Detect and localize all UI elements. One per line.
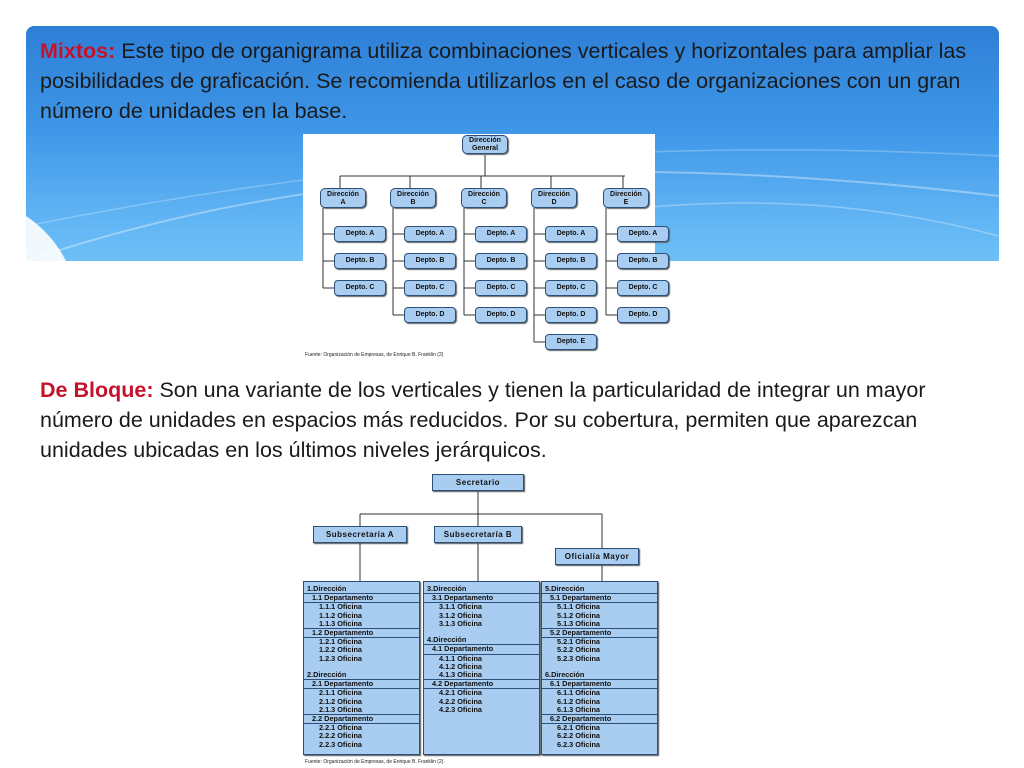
direction-node-line: Dirección [538, 191, 570, 198]
bloque-keyword: De Bloque: [40, 378, 154, 402]
block-line: 5.2 Departamento [542, 629, 657, 638]
block-line: 6.2.1 Oficina [557, 723, 600, 733]
block-line: 5.1.3 Oficina [542, 620, 657, 629]
block-line: 5.1.1 Oficina [557, 602, 600, 612]
dept-box: Depto. C [475, 280, 527, 296]
mixed-chart-connectors [303, 134, 655, 362]
dept-box: Depto. D [545, 307, 597, 323]
block-column-1 [303, 581, 420, 755]
dept-box: Depto. B [475, 253, 527, 269]
block-line: 2.1.3 Oficina [304, 706, 419, 715]
block-line: 1.2.3 Oficina [319, 653, 362, 663]
block-line: 6.1.2 Oficina [557, 696, 600, 706]
subsecretaria-b-node: Subsecretaría B [434, 526, 522, 543]
direction-node-line: Dirección [397, 191, 429, 198]
block-line: 5.1.2 Oficina [557, 610, 600, 620]
block-line: 4.2.2 Oficina [439, 696, 482, 706]
dept-box: Depto. A [617, 226, 669, 242]
direction-node-line: Dirección [610, 191, 642, 198]
block-line: 1.1.1 Oficina [319, 602, 362, 612]
block-line: 4.1 Departamento [424, 645, 539, 654]
chart1-source-note: Fuente: Organización de Empresas, de Enrique B. Franklin (2) [305, 352, 444, 358]
mixtos-paragraph [40, 36, 990, 126]
block-line: 4.2 Departamento [424, 680, 539, 689]
dept-box: Depto. D [617, 307, 669, 323]
block-line: 6.2 Departamento [542, 715, 657, 724]
block-line: 1.2.2 Oficina [319, 645, 362, 655]
block-line: 2.1.1 Oficina [319, 688, 362, 698]
block-header: 5.Dirección [542, 585, 657, 594]
direction-node-line: E [623, 199, 629, 206]
direction-node-line: Dirección [327, 191, 359, 198]
block-column-3 [541, 581, 658, 755]
dept-box: Depto. C [404, 280, 456, 296]
block-line: 4.2.3 Oficina [439, 704, 482, 714]
direction-node-line: B [410, 199, 416, 206]
dept-box: Depto. D [475, 307, 527, 323]
block-line: 2.2.2 Oficina [319, 731, 362, 741]
block-line: 6.2.2 Oficina [557, 731, 600, 741]
dept-box: Depto. C [617, 280, 669, 296]
mixtos-keyword: Mixtos: [40, 39, 116, 63]
dept-box: Depto. D [404, 307, 456, 323]
block-line: 4.1.3 Oficina [424, 671, 539, 680]
dept-box: Depto. C [334, 280, 386, 296]
dept-box: Depto. C [545, 280, 597, 296]
block-line: 6.2.3 Oficina [557, 739, 600, 749]
block-line: 6.1.3 Oficina [542, 706, 657, 715]
direction-node-line: D [551, 199, 557, 206]
block-line: 2.2.1 Oficina [319, 723, 362, 733]
direction-node-line: C [481, 199, 487, 206]
bloque-paragraph [40, 375, 1000, 465]
block-line: 5.1 Departamento [542, 594, 657, 603]
mixed-org-chart [303, 134, 658, 362]
root-node-line2: General [471, 145, 499, 152]
block-line: 1.2.1 Oficina [319, 637, 362, 647]
root-node-line1: Dirección [469, 137, 501, 144]
dept-box: Depto. A [545, 226, 597, 242]
block-line: 1.1.2 Oficina [319, 610, 362, 620]
dept-box: Depto. A [334, 226, 386, 242]
block-org-chart [303, 470, 665, 768]
block-line: 2.1 Departamento [304, 680, 419, 689]
direction-node-1 [390, 188, 436, 208]
block-line: 3.1 Departamento [424, 594, 539, 603]
block-line: 4.1.2 Oficina [439, 661, 482, 671]
direction-node-line: A [340, 199, 346, 206]
block-line: 6.1 Departamento [542, 680, 657, 689]
block-line: 4.Dirección [424, 636, 539, 645]
oficialia-mayor-node: Oficialía Mayor [555, 548, 639, 565]
block-line: 4.1.1 Oficina [439, 653, 482, 663]
dept-box: Depto. B [334, 253, 386, 269]
block-line: 1.2 Departamento [304, 629, 419, 638]
block-line: 6.1.1 Oficina [557, 688, 600, 698]
chart2-source-note: Fuente: Organización de Empresas, de Enrique B. Franklin (2). [305, 759, 445, 765]
direction-node-2 [461, 188, 507, 208]
block-line: 2.2 Departamento [304, 715, 419, 724]
block-line: 2.2.3 Oficina [319, 739, 362, 749]
dept-box: Depto. B [545, 253, 597, 269]
block-line: 5.2.1 Oficina [557, 637, 600, 647]
block-line: 5.2.3 Oficina [557, 653, 600, 663]
block-header: 1.Dirección [304, 585, 419, 594]
direction-node-4 [603, 188, 649, 208]
block-header: 3.Dirección [424, 585, 539, 594]
block-line: 3.1.1 Oficina [439, 602, 482, 612]
block-line: 3.1.2 Oficina [439, 610, 482, 620]
block-line: 6.Dirección [542, 671, 657, 680]
dept-box: Depto. B [617, 253, 669, 269]
block-line: 1.1 Departamento [304, 594, 419, 603]
mixtos-description: Este tipo de organigrama utiliza combinaciones verticales y horizontales para ampliar las posibilidades de graficación. Se recomienda utilizarlos en el caso de organizaciones con un gran número de unidades en la base. [40, 39, 967, 123]
direction-node-line: Dirección [468, 191, 500, 198]
direction-node-0 [320, 188, 366, 208]
block-column-2 [423, 581, 540, 755]
dept-box: Depto. A [475, 226, 527, 242]
dept-box: Depto. E [545, 334, 597, 350]
subsecretaria-a-node: Subsecretaría A [313, 526, 407, 543]
secretario-node: Secretario [432, 474, 524, 491]
direction-node-3 [531, 188, 577, 208]
block-line: 3.1.3 Oficina [439, 618, 482, 628]
block-line: 4.2.1 Oficina [439, 688, 482, 698]
bloque-description: Son una variante de los verticales y tienen la particularidad de integrar un mayor número de unidades en espacios más reducidos. Por su cobertura, permiten que aparezcan unidades ubicadas en los últimos niveles jerárquicos. [40, 378, 926, 462]
block-line: 2.Dirección [304, 671, 419, 680]
block-line: 5.2.2 Oficina [557, 645, 600, 655]
dept-box: Depto. B [404, 253, 456, 269]
dept-box: Depto. A [404, 226, 456, 242]
root-node-direccion-general [462, 135, 508, 154]
block-line: 1.1.3 Oficina [304, 620, 419, 629]
block-line: 2.1.2 Oficina [319, 696, 362, 706]
